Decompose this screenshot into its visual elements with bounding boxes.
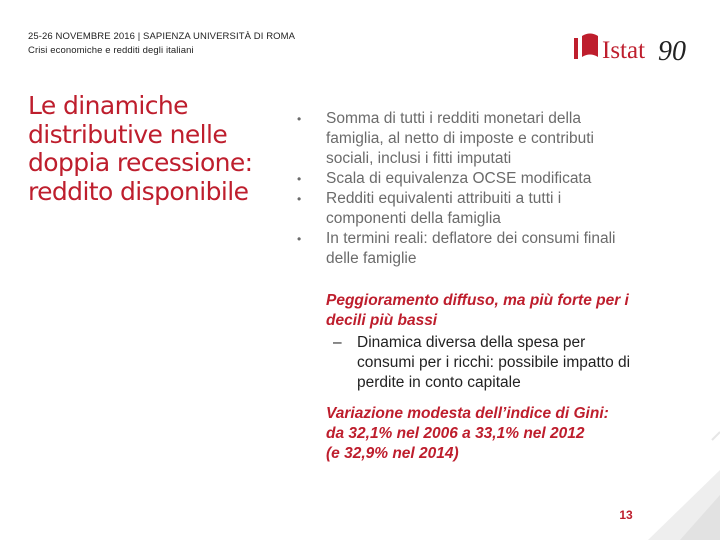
bullet-marker: •	[297, 192, 302, 206]
bullet-item	[297, 109, 697, 169]
bullet-text-line: Redditi equivalenti attribuiti a tutti i	[326, 190, 562, 207]
bullet-marker: •	[297, 172, 302, 186]
slide-title-line: Le dinamiche	[28, 91, 188, 120]
bullet-text-line: Somma di tutti i redditi monetari della	[326, 110, 582, 127]
definition-bullet-list	[297, 109, 697, 269]
sub-bullet-marker: –	[333, 334, 342, 351]
bullet-text-line: In termini reali: deflatore dei consumi finali	[326, 230, 616, 247]
bullet-item	[297, 189, 697, 229]
sub-bullet-line: Dinamica diversa della spesa per	[357, 334, 586, 351]
presentation-subtitle: Crisi economiche e redditi degli italiani	[28, 45, 194, 56]
bullet-text-line: famiglia, al netto di imposte e contributi	[326, 130, 594, 147]
bullet-text-line: sociali, inclusi i fitti imputati	[326, 150, 512, 167]
finding-line: decili più bassi	[326, 312, 438, 329]
istat-logo-wordmark: Istat	[602, 37, 646, 64]
corner-stroke	[712, 432, 720, 440]
finding-line: (e 32,9% nel 2014)	[326, 445, 459, 462]
bullet-item	[297, 229, 697, 269]
slide-title-line: doppia recessione:	[28, 148, 253, 177]
finding-line: Variazione modesta dell’indice di Gini:	[326, 405, 609, 422]
bullet-text-line: Scala di equivalenza OCSE modificata	[326, 170, 592, 187]
page-number: 13	[619, 508, 633, 522]
sub-bullet-line: consumi per i ricchi: possibile impatto di	[357, 354, 631, 371]
finding-line: da 32,1% nel 2006 a 33,1% nel 2012	[326, 425, 585, 442]
slide-title-line: distributive nelle	[28, 119, 228, 149]
event-line: 25-26 NOVEMBRE 2016 | SAPIENZA UNIVERSITÀ DI ROMA	[28, 31, 296, 42]
slide-title-line: reddito disponibile	[28, 176, 249, 206]
sub-bullet-line: perdite in conto capitale	[357, 374, 521, 391]
finding-gini-index	[326, 404, 696, 464]
istat-logo-anniversary: 90	[658, 36, 686, 67]
slide-title	[28, 92, 288, 206]
bullet-marker: •	[297, 232, 302, 246]
bullet-text-line: componenti della famiglia	[326, 210, 501, 227]
bullet-marker: •	[297, 112, 302, 126]
sub-bullet	[333, 333, 693, 393]
bullet-item	[297, 169, 697, 189]
finding-decile-worsening	[326, 291, 696, 331]
finding-line: Peggioramento diffuso, ma più forte per i	[326, 292, 629, 309]
bullet-text-line: delle famiglie	[326, 250, 417, 267]
